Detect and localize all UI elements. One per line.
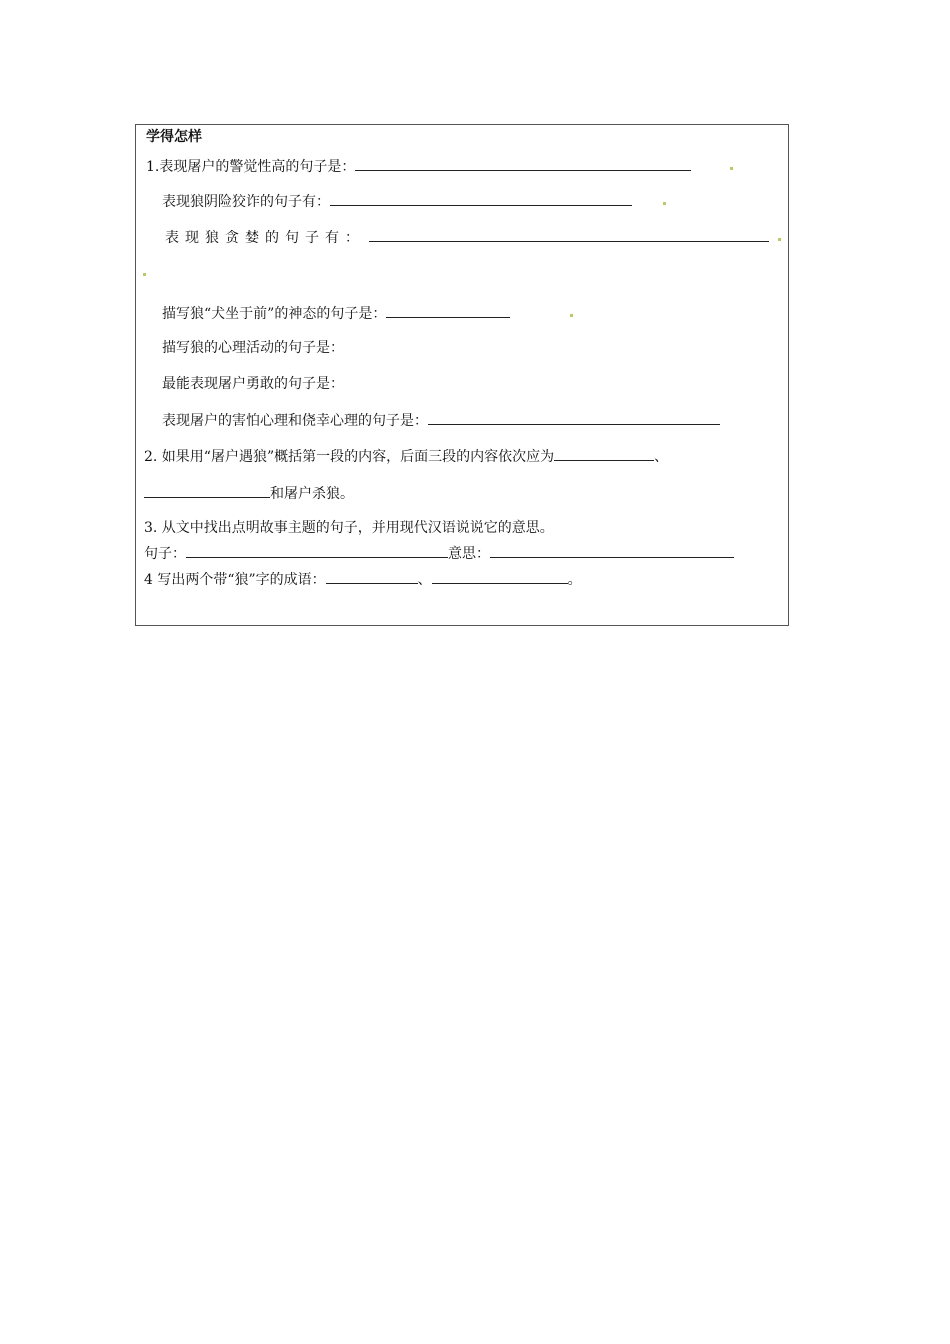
q4-line (144, 569, 582, 589)
q3-sentence-blank[interactable] (186, 543, 448, 558)
q3-sentence-label: 句子： (144, 546, 186, 562)
q1-blank-4[interactable] (386, 303, 510, 318)
marker-dot (663, 202, 666, 205)
q1-l7-label: 表现屠户的害怕心理和侥幸心理的句子是： (162, 413, 428, 429)
q1-line-1 (146, 156, 691, 176)
q1-blank-7[interactable] (428, 410, 720, 425)
q2-text: 2. 如果用“屠户遇狼”概括第一段的内容，后面三段的内容依次应为 (144, 449, 555, 465)
q3-meaning-blank[interactable] (490, 543, 734, 558)
q1-line-2 (162, 191, 632, 211)
q1-l4-label: 描写狼“犬坐于前”的神态的句子是： (162, 306, 387, 322)
q3-answer-line (144, 543, 734, 563)
q2-tail: 和屠户杀狼。 (270, 486, 354, 502)
q2-blank-2[interactable] (144, 483, 270, 498)
q4-separator: 、 (417, 572, 432, 588)
marker-dot (570, 314, 573, 317)
q4-blank-2[interactable] (432, 569, 568, 584)
q2-blank-1[interactable] (554, 446, 654, 461)
q4-text: 4 写出两个带“狼”字的成语： (144, 572, 326, 588)
marker-dot (778, 238, 781, 241)
q4-blank-1[interactable] (326, 569, 418, 584)
q1-blank-1[interactable] (355, 156, 691, 171)
marker-dot (143, 273, 146, 276)
q1-line-4 (162, 303, 510, 323)
q1-blank-3[interactable] (369, 227, 769, 242)
marker-dot (730, 167, 733, 170)
section-title: 学得怎样 (146, 129, 202, 145)
q1-line-5: 描写狼的心理活动的句子是： (162, 340, 344, 356)
q3-meaning-label: 意思： (448, 546, 490, 562)
q1-l3-label: 表现狼贪婪的句子有： (165, 230, 365, 246)
q2-separator: 、 (654, 449, 669, 465)
q3-text: 3. 从文中找出点明故事主题的句子，并用现代汉语说说它的意思。 (144, 520, 554, 536)
q4-end: 。 (567, 572, 582, 588)
q1-blank-2[interactable] (330, 191, 632, 206)
q1-line-7 (162, 410, 720, 430)
q1-line-3 (165, 227, 769, 247)
q1-lead-label: 1.表现屠户的警觉性高的句子是： (146, 159, 356, 175)
q2-line-1 (144, 446, 668, 466)
q2-line-2 (144, 483, 354, 503)
q1-l2-label: 表现狼阴险狡诈的句子有： (162, 194, 330, 210)
q1-line-6: 最能表现屠户勇敢的句子是： (162, 376, 344, 392)
